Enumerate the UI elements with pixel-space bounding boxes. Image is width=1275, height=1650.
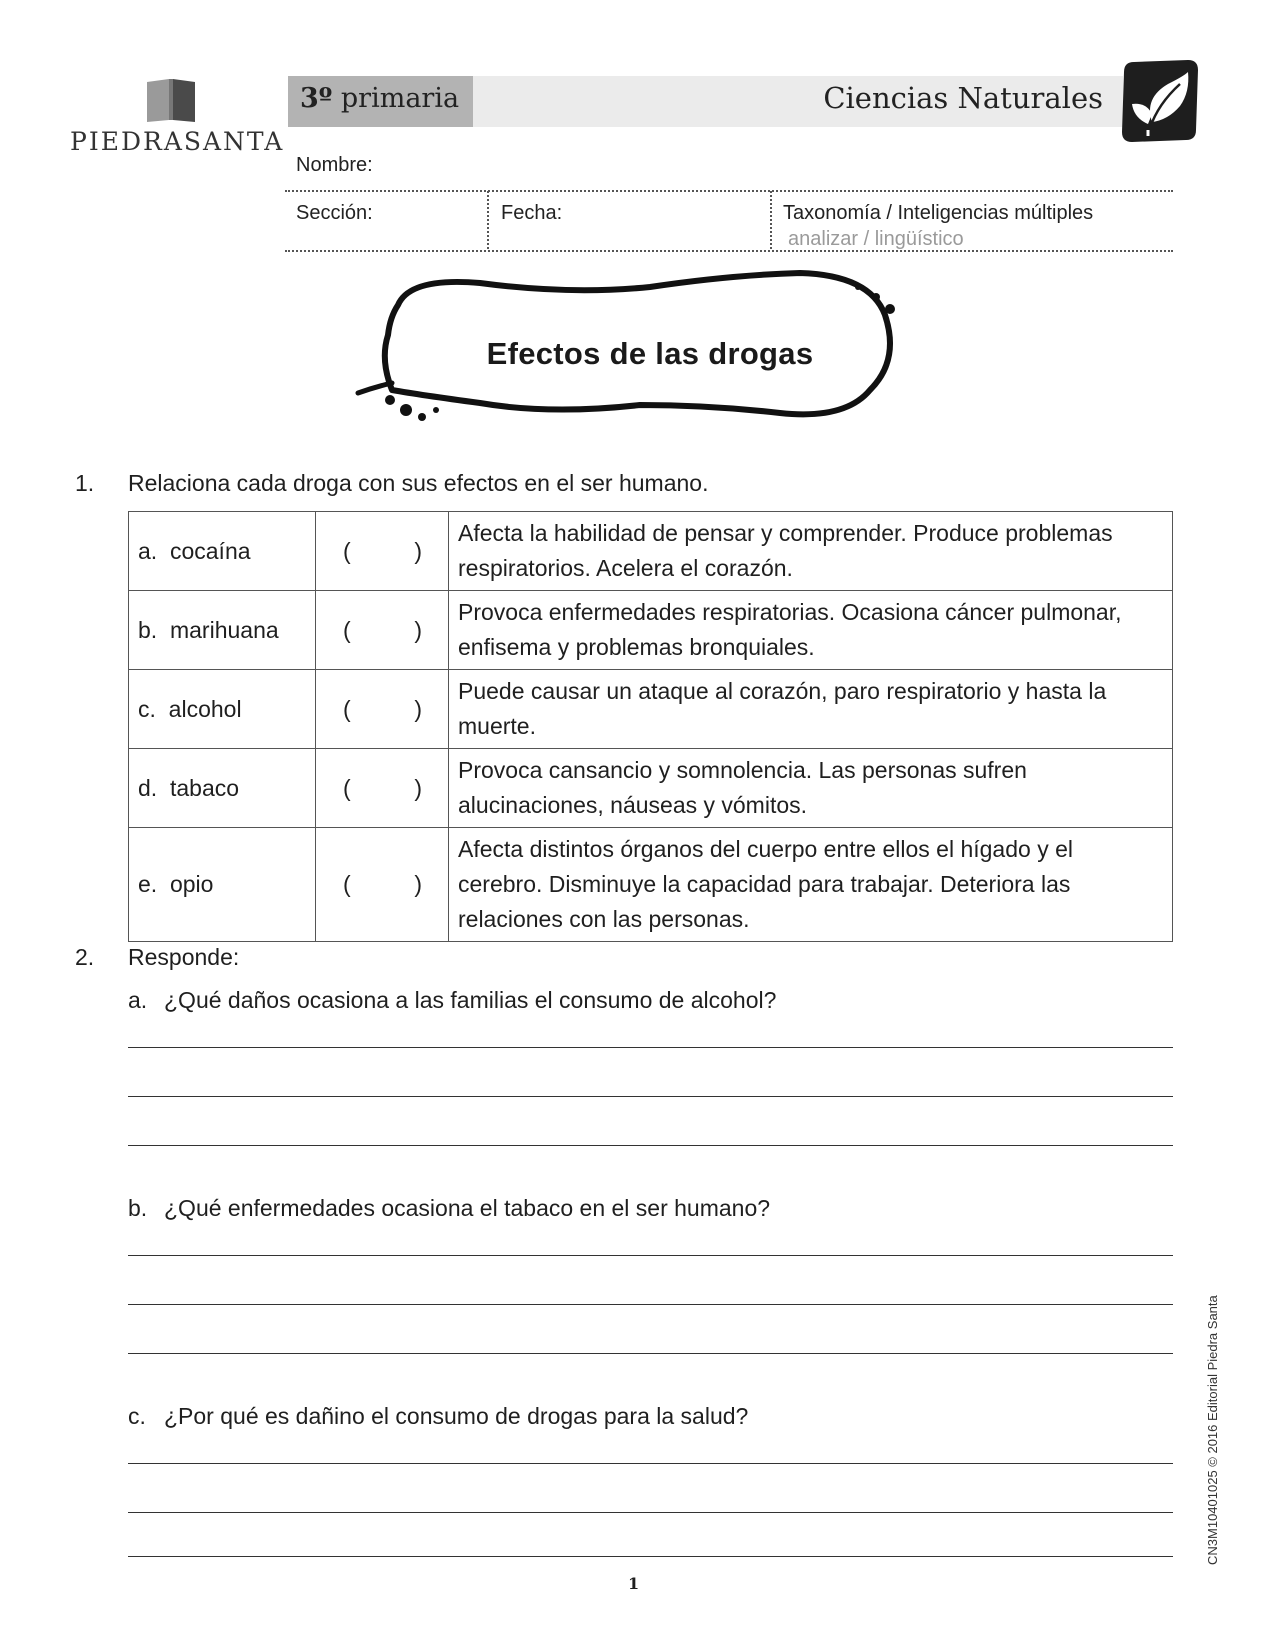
open-paren: (: [343, 871, 351, 897]
subquestion-text: ¿Qué daños ocasiona a las familias el consumo de alcohol?: [164, 987, 777, 1013]
table-row: [129, 670, 1173, 749]
drug-letter: d.: [138, 774, 158, 801]
copyright-notice: CN3M10401025 © 2016 Editorial Piedra Santa: [1205, 1295, 1220, 1565]
publisher-logo: [70, 72, 285, 162]
subquestion-letter: c.: [128, 1403, 146, 1429]
answer-blank[interactable]: [316, 749, 449, 828]
drug-name: alcohol: [168, 695, 242, 722]
question-number: 1.: [75, 470, 95, 496]
close-paren: ): [414, 695, 422, 722]
effect-text: Afecta distintos órganos del cuerpo entre ellos el hígado y el cerebro. Disminuye la capacidad para trabajar. Deteriora las relaciones con las personas.: [449, 828, 1173, 942]
answer-blank[interactable]: [316, 512, 449, 591]
question-number: 2.: [75, 944, 95, 970]
subquestion-letter: a.: [128, 987, 148, 1013]
drug-letter: a.: [138, 537, 158, 564]
table-row: [129, 591, 1173, 670]
drug-cell: [129, 591, 316, 670]
answer-line[interactable]: [128, 1512, 1173, 1513]
open-paren: (: [343, 537, 351, 564]
drug-name: marihuana: [169, 616, 279, 643]
date-label: Fecha:: [501, 202, 563, 224]
grade-label: [300, 83, 459, 114]
drug-cell: [129, 670, 316, 749]
answer-line[interactable]: [128, 1255, 1173, 1256]
answer-line[interactable]: [128, 1096, 1173, 1097]
subject-title: Ciencias Naturales: [823, 81, 1103, 115]
open-paren: (: [343, 616, 351, 643]
drug-name: opio: [169, 871, 214, 897]
divider: [487, 191, 489, 249]
drug-cell: [129, 749, 316, 828]
effect-text: Provoca cansancio y somnolencia. Las personas sufren alucinaciones, náuseas y vómitos.: [449, 749, 1173, 828]
drug-letter: b.: [138, 616, 158, 643]
divider: [285, 190, 1173, 192]
drug-cell: [129, 828, 316, 942]
answer-line[interactable]: [128, 1047, 1173, 1048]
table-row: [129, 749, 1173, 828]
answer-blank[interactable]: [316, 591, 449, 670]
section-label: Sección:: [296, 202, 373, 224]
divider: [285, 250, 1173, 252]
close-paren: ): [414, 871, 422, 897]
page-number: 1: [628, 1574, 640, 1593]
grade-number: 3º: [300, 83, 333, 114]
taxonomy-label: Taxonomía / Inteligencias múltiples: [783, 202, 1094, 224]
grade-level: primaria: [340, 83, 460, 114]
open-paren: (: [343, 695, 351, 722]
drug-name: tabaco: [169, 774, 240, 801]
taxonomy-value: analizar / lingüístico: [788, 228, 964, 250]
effect-text: Puede causar un ataque al corazón, paro respiratorio y hasta la muerte.: [449, 670, 1173, 749]
worksheet-title: Efectos de las drogas: [486, 336, 814, 371]
subquestion-text: ¿Por qué es dañino el consumo de drogas para la salud?: [164, 1403, 749, 1429]
divider: [770, 191, 772, 249]
answer-line[interactable]: [128, 1145, 1173, 1146]
answer-line[interactable]: [128, 1556, 1173, 1557]
book-icon: [145, 76, 197, 124]
drug-letter: e.: [138, 871, 158, 897]
question-text: Relaciona cada droga con sus efectos en el ser humano.: [128, 470, 709, 496]
subquestion-text: ¿Qué enfermedades ocasiona el tabaco en el ser humano?: [164, 1195, 771, 1221]
answer-line[interactable]: [128, 1353, 1173, 1354]
question-text: Responde:: [128, 944, 240, 970]
drug-name: cocaína: [169, 537, 251, 564]
close-paren: ): [414, 537, 422, 564]
table-row: [129, 828, 1173, 942]
name-label: Nombre:: [296, 154, 373, 176]
close-paren: ): [414, 616, 422, 643]
effect-text: Provoca enfermedades respiratorias. Ocasiona cáncer pulmonar, enfisema y problemas bronquiales.: [449, 591, 1173, 670]
drug-cell: [129, 512, 316, 591]
close-paren: ): [414, 774, 422, 801]
matching-table: [128, 511, 1173, 942]
answer-blank[interactable]: [316, 828, 449, 942]
open-paren: (: [343, 774, 351, 801]
logo-text: PIEDRASANTA: [70, 127, 285, 156]
answer-line[interactable]: [128, 1304, 1173, 1305]
answer-line[interactable]: [128, 1463, 1173, 1464]
subquestion-letter: b.: [128, 1195, 148, 1221]
table-row: [129, 512, 1173, 591]
drug-letter: c.: [138, 695, 156, 722]
answer-blank[interactable]: [316, 670, 449, 749]
effect-text: Afecta la habilidad de pensar y comprender. Produce problemas respiratorios. Acelera el corazón.: [449, 512, 1173, 591]
leaf-icon: [1118, 58, 1200, 144]
